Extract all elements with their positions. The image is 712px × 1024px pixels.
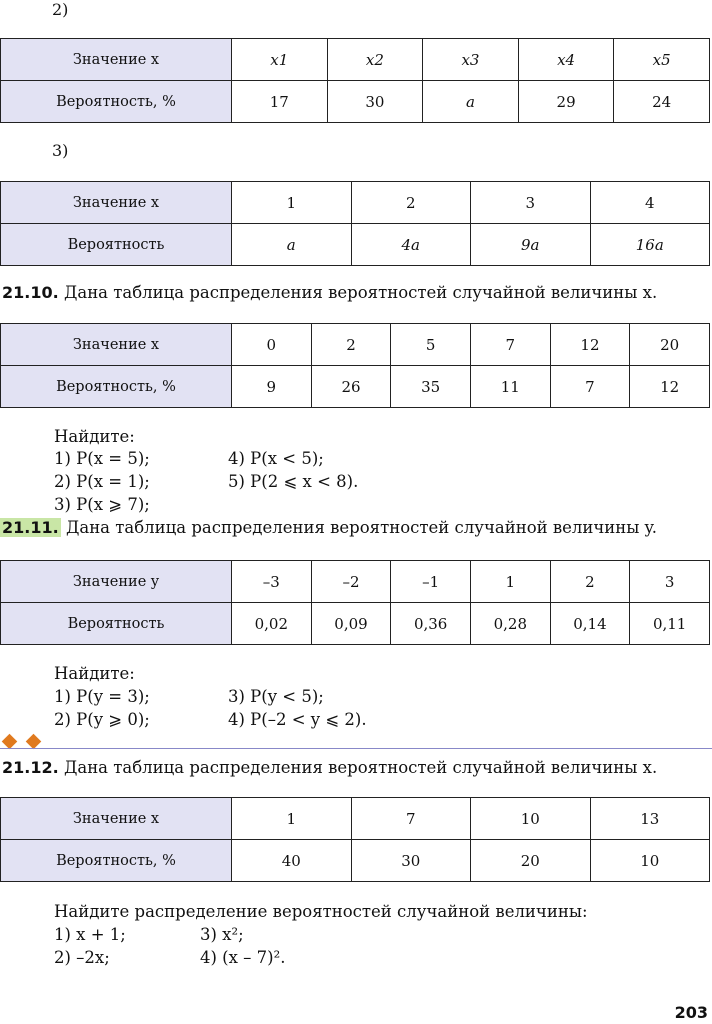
table-row [1,840,710,882]
table-row [1,224,710,266]
table-cell: 0 [232,324,312,366]
header-cell: Значение x [1,182,232,224]
table-cell: 0,36 [391,603,471,645]
table-cell: 10 [590,840,710,882]
distribution-table-c [0,323,710,408]
problem-number: 21.10. [2,283,59,302]
table-cell: 7 [351,798,471,840]
table-cell: 0,11 [630,603,710,645]
table-cell: 4a [351,224,471,266]
table-cell: 0,14 [550,603,630,645]
table-row [1,603,710,645]
table-row [1,324,710,366]
table-cell: 30 [327,81,423,123]
table-cell: 24 [614,81,710,123]
table-cell: –1 [391,561,471,603]
table-cell: 1 [470,561,550,603]
table-cell: 11 [470,366,550,408]
table-cell: 13 [590,798,710,840]
problem-statement: Дана таблица распределения вероятностей случайной величины x. [63,283,658,302]
header-cell: Вероятность, % [1,81,232,123]
table-cell: –2 [311,561,391,603]
distribution-table-b [0,181,710,266]
problem-number: 21.12. [2,758,59,777]
table-cell: 5 [391,324,471,366]
table-cell: 30 [351,840,471,882]
part-3-label: 3) [52,141,69,160]
table-cell: 16a [590,224,710,266]
header-cell: Значение x [1,324,232,366]
table-cell: 2 [550,561,630,603]
table-row [1,39,710,81]
table-cell: 7 [470,324,550,366]
list-item: 4) P(–2 < y ⩽ 2). [228,710,367,729]
table-cell: 12 [630,366,710,408]
header-cell: Значение x [1,39,232,81]
table-cell: 35 [391,366,471,408]
header-cell: Значение x [1,798,232,840]
header-cell: Вероятность, % [1,366,232,408]
table-cell: x3 [423,39,519,81]
table-cell: 3 [630,561,710,603]
problem-21-12 [2,758,657,777]
table-cell: 0,09 [311,603,391,645]
table-cell: 1 [232,798,352,840]
page-number: 203 [674,1003,708,1022]
problem-21-10 [2,283,657,302]
table-cell: 17 [232,81,328,123]
table-cell: 20 [630,324,710,366]
difficulty-diamond-icon [26,734,42,750]
problem-number: 21.11. [2,518,59,537]
table-cell: 7 [550,366,630,408]
table-row [1,366,710,408]
header-cell: Вероятность, % [1,840,232,882]
list-item: 4) (x – 7)². [200,948,286,967]
table-row [1,561,710,603]
table-cell: 0,28 [470,603,550,645]
table-cell: 20 [471,840,591,882]
table-cell: x1 [232,39,328,81]
table-cell: x5 [614,39,710,81]
distribution-table-a [0,38,710,123]
list-item: 5) P(2 ⩽ x < 8). [228,472,359,491]
list-item: 1) P(y = 3); [54,687,150,706]
table-cell: x2 [327,39,423,81]
find-title: Найдите распределение вероятностей случайной величины: [54,902,588,921]
distribution-table-d [0,560,710,645]
header-cell: Вероятность [1,603,232,645]
problem-21-11 [0,518,657,537]
table-cell: 4 [590,182,710,224]
table-cell: a [232,224,352,266]
table-cell: 9a [471,224,591,266]
table-cell: 1 [232,182,352,224]
problem-statement: Дана таблица распределения вероятностей случайной величины y. [65,518,658,537]
list-item: 1) x + 1; [54,925,126,944]
list-item: 2) P(x = 1); [54,472,150,491]
table-cell: 2 [351,182,471,224]
table-cell: 9 [232,366,312,408]
table-cell: 26 [311,366,391,408]
table-cell: 12 [550,324,630,366]
part-2-label: 2) [52,0,69,19]
table-cell: 3 [471,182,591,224]
find-title: Найдите: [54,427,135,446]
header-cell: Значение y [1,561,232,603]
table-cell: a [423,81,519,123]
list-item: 3) x²; [200,925,244,944]
table-cell: x4 [518,39,614,81]
table-cell: –3 [232,561,312,603]
table-row [1,798,710,840]
list-item: 3) P(y < 5); [228,687,324,706]
list-item: 2) –2x; [54,948,110,967]
difficulty-diamond-icon [2,734,18,750]
find-title: Найдите: [54,664,135,683]
table-row [1,81,710,123]
table-cell: 0,02 [232,603,312,645]
header-cell: Вероятность [1,224,232,266]
table-cell: 40 [232,840,352,882]
table-cell: 29 [518,81,614,123]
list-item: 1) P(x = 5); [54,449,150,468]
table-cell: 2 [311,324,391,366]
distribution-table-e [0,797,710,882]
list-item: 4) P(x < 5); [228,449,324,468]
problem-statement: Дана таблица распределения вероятностей случайной величины x. [63,758,658,777]
section-divider [0,748,712,749]
list-item: 3) P(x ⩾ 7); [54,495,150,514]
table-cell: 10 [471,798,591,840]
table-row [1,182,710,224]
list-item: 2) P(y ⩾ 0); [54,710,150,729]
